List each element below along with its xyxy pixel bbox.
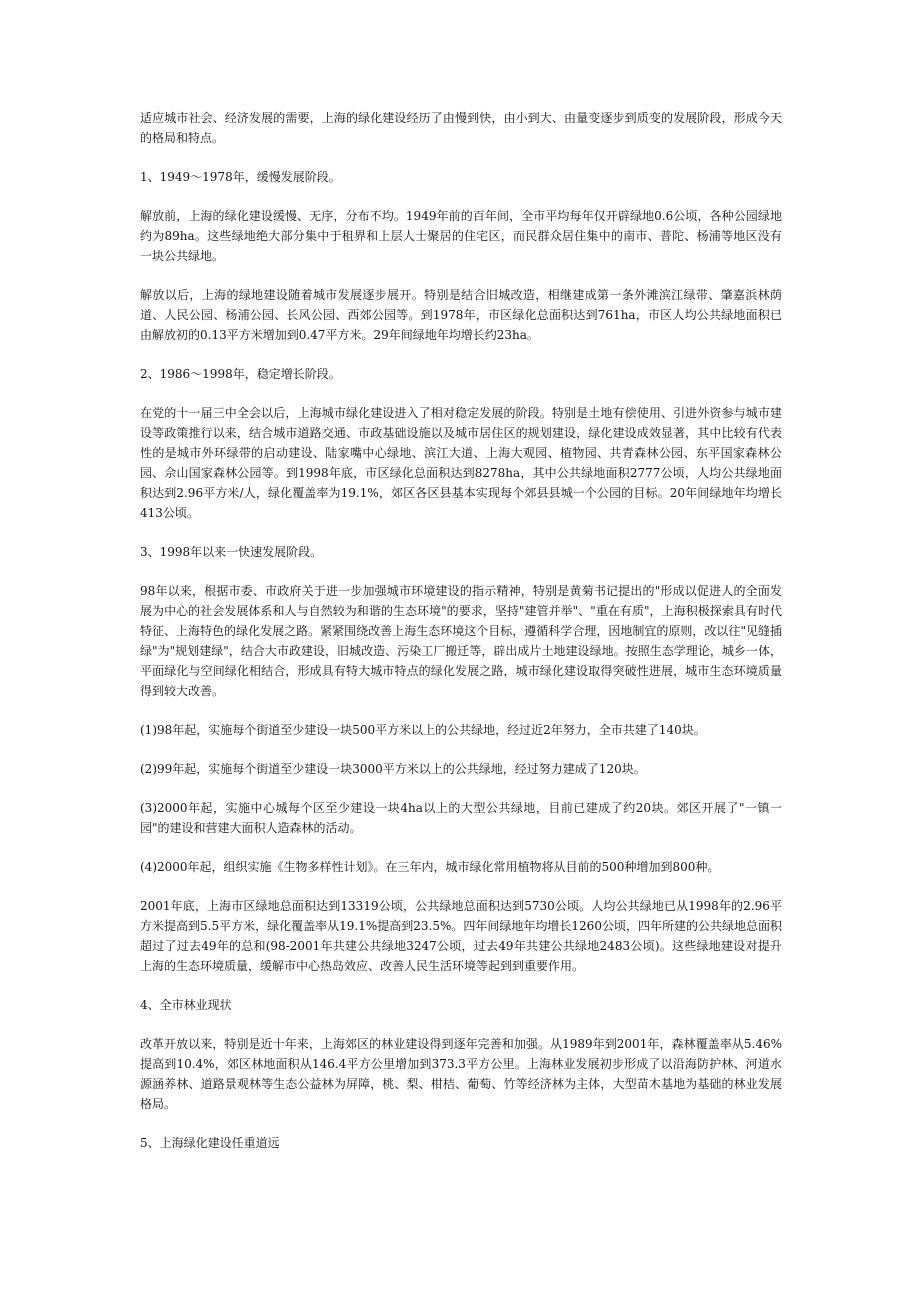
paragraph-rapid-growth: 98年以来，根据市委、市政府关于进一步加强城市环境建设的指示精神，特别是黄菊书记提出的"形成以促进人的全面发展为中心的社会发展体系和人与自然较为和谐的生态环境"的要求，坚持"建管并举"、"重在有质"，上海积极探索具有时代特征、上海特色的绿化发展之路。紧紧围绕改善上海生态环境这个目标，遵循科学合理，因地制宜的原则，改以往"见缝插绿"为"规划建绿"，结合大市政建设，旧城改造、污染工厂搬迁等，辟出成片土地建设绿地。按照生态学理论，城乡一体，平面绿化与空间绿化相结合，形成具有特大城市特点的绿化发展之路，城市绿化建设取得突破性进展，城市生态环境质量得到较大改善。 — [140, 584, 782, 698]
section-heading-4: 4、全市林业现状 — [140, 998, 232, 1012]
list-item-1: (1)98年起，实施每个街道至少建设一块500平方米以上的公共绿地，经过近2年努力，全市共建了140块。 — [140, 723, 706, 737]
intro-paragraph: 适应城市社会、经济发展的需要，上海的绿化建设经历了由慢到快，由小到大、由量变逐步到质变的发展阶段，形成今天的格局和特点。 — [140, 111, 782, 145]
paragraph-forestry: 改革开放以来，特别是近十年来，上海郊区的林业建设得到逐年完善和加强。从1989年到2001年，森林覆盖率从5.46%提高到10.4%，郊区林地面积从146.4平方公里增加到373.3平方公里。上海林业发展初步形成了以沿海防护林、河道水源涵养林、道路景观林等生态公益林为屏障，桃、梨、柑桔、葡萄、竹等经济林为主体，大型苗木基地为基础的林业发展格局。 — [140, 1037, 782, 1111]
section-heading-3: 3、1998年以来一快速发展阶段。 — [140, 545, 323, 559]
paragraph-pre-liberation: 解放前，上海的绿化建设缓慢、无序，分布不均。1949年前的百年间，全市平均每年仅开辟绿地0.6公顷，各种公园绿地约为89ha。这些绿地绝大部分集中于租界和上层人士聚居的住宅区，而民群众居住集中的南市、普陀、杨浦等地区没有一块公共绿地。 — [140, 209, 782, 263]
paragraph-2001-summary: 2001年底，上海市区绿地总面积达到13319公顷，公共绿地总面积达到5730公顷。人均公共绿地已从1998年的2.96平方米提高到5.5平方米，绿化覆盖率从19.1%提高到23.5%。四年间绿地年均增长1260公顷，四年所建的公共绿地总面积超过了过去49年的总和(98-2001年共建公共绿地3247公顷，过去49年共建公共绿地2483公顷)。这些绿地建设对提升上海的生态环境质量，缓解市中心热岛效应、改善人民生活环境等起到到重要作用。 — [140, 899, 782, 973]
list-item-3: (3)2000年起，实施中心城每个区至少建设一块4ha以上的大型公共绿地，目前已建成了约20块。郊区开展了"一镇一园"的建设和营建大面积人造森林的活动。 — [140, 801, 782, 835]
list-item-4: (4)2000年起，组织实施《生物多样性计划》。在三年内，城市绿化常用植物将从目前的500种增加到800种。 — [140, 860, 720, 874]
document-body — [140, 108, 782, 1172]
list-item-2: (2)99年起，实施每个街道至少建设一块3000平方米以上的公共绿地，经过努力建成了120块。 — [140, 762, 646, 776]
paragraph-stable-growth: 在党的十一届三中全会以后，上海城市绿化建设进入了相对稳定发展的阶段。特别是土地有偿使用、引进外资参与城市建设等政策推行以来，结合城市道路交通、市政基础设施以及城市居住区的规划建设，绿化建设成效显著，其中比较有代表性的是城市外环绿带的启动建设、陆家嘴中心绿地、滨江大道、上海大观园、植物园、共青森林公园、东平国家森林公园、佘山国家森林公园等。到1998年底，市区绿化总面积达到8278ha，其中公共绿地面积2777公顷，人均公共绿地面积达到2.96平方米/人，绿化覆盖率为19.1%，郊区各区县基本实现每个郊县县城一个公园的目标。20年间绿地年均增长413公顷。 — [140, 406, 782, 520]
section-heading-2: 2、1986～1998年，稳定增长阶段。 — [140, 367, 341, 381]
section-heading-5: 5、上海绿化建设任重道远 — [140, 1136, 280, 1150]
section-heading-1: 1、1949～1978年，缓慢发展阶段。 — [140, 170, 341, 184]
paragraph-post-liberation: 解放以后，上海的绿地建设随着城市发展逐步展开。特别是结合旧城改造，相继建成第一条外滩滨江绿带、肇嘉浜林荫道、人民公园、杨浦公园、长风公园、西郊公园等。到1978年，市区绿化总面积达到761ha，市区人均公共绿地面积已由解放初的0.13平方米增加到0.47平方米。29年间绿地年均增长约23ha。 — [140, 288, 782, 342]
